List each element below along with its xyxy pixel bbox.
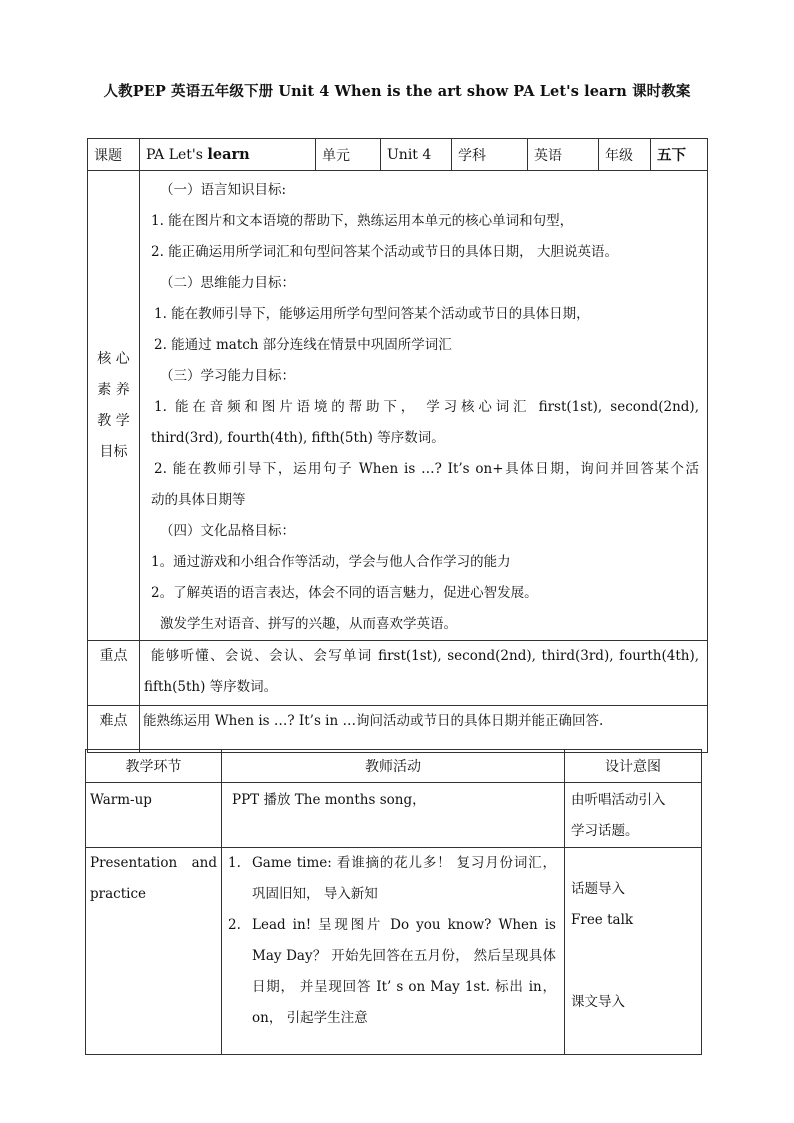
goal-item: 1. 能在图片和文本语境的帮助下，熟练运用本单元的核心单词和句型，: [151, 213, 574, 229]
stage-word: Presentation: [90, 855, 178, 871]
stage-cell: [86, 848, 222, 1055]
goal-item-cont: 动的具体日期等: [151, 492, 246, 508]
design-line: 课文导入: [571, 994, 625, 1010]
design-line: Free talk: [571, 912, 634, 928]
unit-label: 单元: [316, 139, 381, 171]
subject-label: 学科: [452, 139, 528, 171]
goal-item: 1. 能在音频和图片语境的帮助下， 学习核心词汇 first(1st), second(2nd),: [154, 399, 699, 415]
stage-line: practice: [90, 886, 146, 902]
goals-row: [88, 171, 708, 641]
teacher-text: PPT 播放 The months song，: [232, 792, 426, 808]
stage-word: and: [191, 855, 217, 871]
unit-value: Unit 4: [381, 139, 452, 171]
goal-item: 2. 能在教师引导下，运用句子 When is …? It’s on+具体日期，询问并回答某个活: [154, 461, 699, 477]
teacher-cell: [222, 848, 565, 1055]
goal-heading: （一）语言知识目标:: [160, 182, 287, 198]
activity-text: Lead in! 呈现图片 Do you know? When is May Day？ 开始先回答在五月份， 然后呈现具体日期， 并呈现回答 It’ s on May 1st. 标出 in， on， 引起学生注意: [252, 917, 556, 1026]
grade-label: 年级: [599, 139, 651, 171]
goal-heading: （二）思维能力目标：: [160, 275, 295, 291]
goal-heading: （四）文化品格目标：: [160, 523, 295, 539]
design-cell: [565, 848, 702, 1055]
goal-item: 1. 能在教师引导下，能够运用所学句型问答某个活动或节日的具体日期，: [154, 306, 590, 322]
key-points-line: fifth(5th) 等序数词。: [144, 679, 278, 695]
goal-item: 2。了解英语的语言表达，体会不同的语言魅力，促进心智发展。: [151, 585, 538, 601]
subject-value: 英语: [528, 139, 599, 171]
goal-item: 1。通过游戏和小组合作等活动，学会与他人合作学习的能力: [151, 554, 511, 570]
teacher-cell: [222, 783, 565, 848]
grade-value: [651, 139, 708, 171]
document-title: 人教PEP 英语五年级下册 Unit 4 When is the art show PA Let's learn 课时教案: [103, 83, 691, 100]
stage-line: [90, 848, 217, 879]
activity-text: Game time: 看谁摘的花儿多！ 复习月份词汇， 巩固旧知， 导入新知: [252, 855, 556, 902]
topic-value: [140, 139, 316, 171]
difficulties-text: 能熟练运用 When is …? It’s in …询问活动或节日的具体日期并能正确回答.: [143, 713, 604, 729]
key-points-row: [88, 641, 708, 706]
stage-cell: [86, 783, 222, 848]
activity-number: 1.: [228, 855, 241, 871]
goal-item: 2. 能通过 match 部分连线在情景中巩固所学词汇: [154, 337, 452, 353]
goals-side-label: [88, 171, 140, 641]
goal-item: 激发学生对语音、拼写的兴趣，从而喜欢学英语。: [160, 616, 457, 632]
process-row-warmup: [86, 783, 702, 848]
key-points-label: 重点: [88, 641, 140, 706]
stage-text: Warm-up: [90, 792, 152, 808]
side-label-line: 核 心: [97, 350, 130, 367]
lesson-info-table: [87, 138, 708, 753]
design-line: 由听唱活动引入: [571, 792, 666, 808]
difficulties-row: [88, 706, 708, 753]
process-header-row: [86, 750, 702, 783]
activity-number: 2.: [228, 917, 241, 933]
side-label-line: 目标: [99, 443, 128, 460]
grade-value-text: 五下: [657, 147, 686, 164]
topic-value-prefix: PA Let's: [146, 147, 208, 163]
topic-label: 课题: [88, 139, 140, 171]
side-label-line: 教 学: [97, 412, 130, 429]
difficulties-label: 难点: [88, 706, 140, 753]
design-line: 话题导入: [571, 881, 625, 897]
topic-value-bold: learn: [207, 146, 250, 163]
header-design-intent: 设计意图: [565, 750, 702, 783]
design-cell: [565, 783, 702, 848]
header-teacher-activity: 教师活动: [222, 750, 565, 783]
activity-item: [228, 848, 556, 910]
header-stage: 教学环节: [86, 750, 222, 783]
goal-item-cont: third(3rd), fourth(4th), fifth(5th) 等序数词。: [151, 430, 445, 446]
teaching-process-table: [85, 749, 702, 1055]
process-row-presentation: [86, 848, 702, 1055]
key-points-content: [140, 641, 708, 706]
design-line: 学习话题。: [571, 823, 639, 839]
info-row: [88, 139, 708, 171]
difficulties-content: [140, 706, 708, 753]
key-points-line: 能够听懂、会说、会认、会写单词 first(1st), second(2nd), third(3rd), fourth(4th),: [151, 648, 699, 664]
activity-item: [228, 910, 556, 1034]
goal-item: 2. 能正确运用所学词汇和句型问答某个活动或节日的具体日期， 大胆说英语。: [151, 244, 618, 260]
side-label-line: 素 养: [97, 381, 130, 398]
goal-heading: （三）学习能力目标：: [160, 368, 295, 384]
goals-content: [140, 171, 708, 641]
